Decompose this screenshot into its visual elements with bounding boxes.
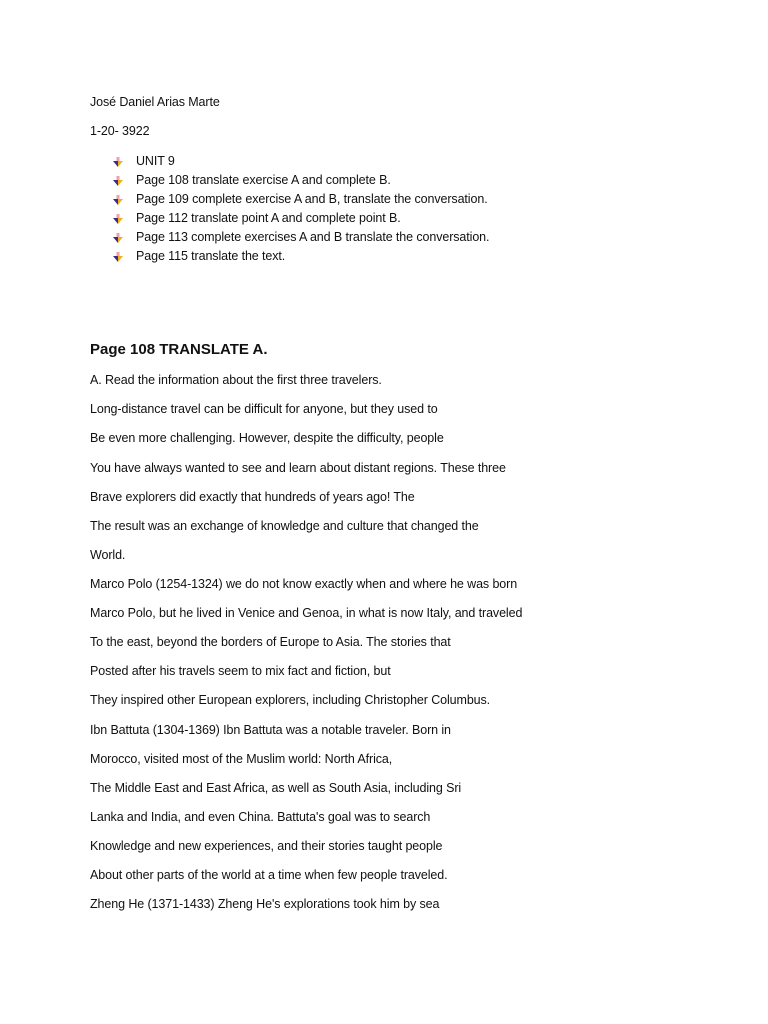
- task-item: [113, 247, 489, 266]
- task-text: Page 108 translate exercise A and complete B.: [136, 173, 391, 187]
- task-text: UNIT 9: [136, 154, 175, 168]
- arrow-down-bullet-icon: [113, 157, 123, 167]
- body-line: To the east, beyond the borders of Europe to Asia. The stories that: [90, 635, 451, 649]
- arrow-down-bullet-icon: [113, 176, 123, 186]
- body-line: The Middle East and East Africa, as well as South Asia, including Sri: [90, 781, 462, 795]
- section-heading: Page 108 TRANSLATE A.: [90, 341, 268, 358]
- body-line: Lanka and India, and even China. Battuta's goal was to search: [90, 810, 431, 824]
- arrow-down-bullet-icon: [113, 195, 123, 205]
- author-name: José Daniel Arias Marte: [90, 95, 220, 109]
- body-line: Be even more challenging. However, despite the difficulty, people: [90, 431, 444, 445]
- task-item: [113, 152, 489, 171]
- body-line: Long-distance travel can be difficult for anyone, but they used to: [90, 402, 438, 416]
- body-line: The result was an exchange of knowledge and culture that changed the: [90, 519, 479, 533]
- task-text: Page 109 complete exercise A and B, translate the conversation.: [136, 192, 488, 206]
- id-number: 1-20- 3922: [90, 124, 150, 138]
- task-item: [113, 171, 489, 190]
- body-line: Zheng He (1371-1433) Zheng He's explorations took him by sea: [90, 897, 440, 911]
- arrow-down-bullet-icon: [113, 252, 123, 262]
- task-item: [113, 228, 489, 247]
- body-line: Knowledge and new experiences, and their stories taught people: [90, 839, 443, 853]
- body-line: Morocco, visited most of the Muslim world: North Africa,: [90, 752, 393, 766]
- body-line: They inspired other European explorers, including Christopher Columbus.: [90, 693, 491, 707]
- task-text: Page 112 translate point A and complete point B.: [136, 211, 401, 225]
- task-list: [113, 152, 489, 266]
- body-line: About other parts of the world at a time when few people traveled.: [90, 868, 448, 882]
- body-line: Marco Polo, but he lived in Venice and Genoa, in what is now Italy, and traveled: [90, 606, 523, 620]
- body-line: Ibn Battuta (1304-1369) Ibn Battuta was a notable traveler. Born in: [90, 723, 451, 737]
- body-line: World.: [90, 548, 126, 562]
- body-line: You have always wanted to see and learn about distant regions. These three: [90, 461, 506, 475]
- body-line: Posted after his travels seem to mix fact and fiction, but: [90, 664, 391, 678]
- task-text: Page 113 complete exercises A and B translate the conversation.: [136, 230, 490, 244]
- body-line: A. Read the information about the first three travelers.: [90, 373, 382, 387]
- task-text: Page 115 translate the text.: [136, 249, 286, 263]
- task-item: [113, 190, 489, 209]
- body-line: Brave explorers did exactly that hundreds of years ago! The: [90, 490, 415, 504]
- arrow-down-bullet-icon: [113, 214, 123, 224]
- arrow-down-bullet-icon: [113, 233, 123, 243]
- body-line: Marco Polo (1254-1324) we do not know exactly when and where he was born: [90, 577, 518, 591]
- task-item: [113, 209, 489, 228]
